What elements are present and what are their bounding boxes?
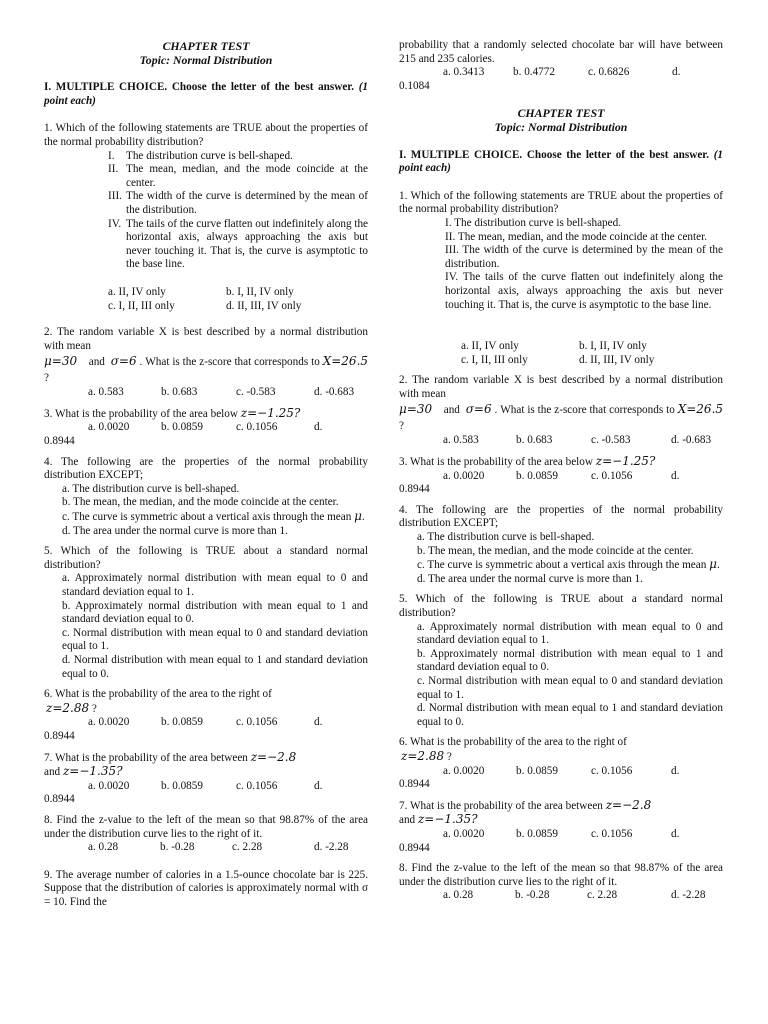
question-8-copy: 8. Find the z-value to the left of the mean so that 98.87% of the area under the distribution curve lies to the right of it. a. 0.28 b. -0.28 c. 2.28 d. -2.28 (399, 862, 723, 902)
question-7: 7. What is the probability of the area between z=−2.8 and z=−1.35? a. 0.0020 b. 0.0859 c. 0.1056 d. 0.8944 (44, 749, 323, 806)
statement-3: III. The width of the curve is determined by the mean of the distribution. (108, 190, 368, 216)
question-5-copy: 5. Which of the following is TRUE about a standard normal distribution? a. Approximately normal distribution with mean equal to 0 and standard deviation equal to 1. b. Approximately normal distribution with mean equal to 1 and standard deviation equal to 0. c. Normal distribution with mean equal to 0 and standard deviation equal to 1. d. Normal distribution with mean equal to 1 and standard deviation equal to 0. (399, 593, 723, 728)
choice-b: b. I, II, IV only (226, 285, 294, 298)
question-9-continued: probability that a randomly selected chocolate bar will have between 215 and 235 calories. a. 0.3413 b. 0.4772 c. 0.6826 d. 0.1084 (399, 39, 723, 92)
question-7-copy: 7. What is the probability of the area between z=−2.8 and z=−1.35? a. 0.0020 b. 0.0859 c. 0.1056 d. 0.8944 (399, 797, 680, 854)
test-title: CHAPTER TEST (162, 39, 250, 53)
question-2-copy: 2. The random variable X is best described by a normal distribution with mean μ=30 and σ=6 . What is the z-score that corresponds to X=26.5 ? a. 0.583 b. 0.683 c. -0.583 d. -0.683 (399, 374, 724, 447)
question-8: 8. Find the z-value to the left of the mean so that 98.87% of the area under the distribution curve lies to the right of it. a. 0.28 b. -0.28 c. 2.28 d. -2.28 (44, 813, 368, 854)
question-4-copy: 4. The following are the properties of the normal probability distribution EXCEPT; a. The distribution curve is bell-shaped. b. The mean, the median, and the mode coincide at the center. c. The curve is symmetric about a vertical axis through the mean μ. d. The area under the normal curve is more than 1. (399, 503, 723, 585)
test-topic-2: Topic: Normal Distribution (494, 119, 628, 134)
question-1: 1. Which of the following statements are TRUE about the properties of the normal probability distribution? I. The distribution curve is bell-shaped. II. The mean, median, and the mode coincide at the center. III. The width of the curve is determined by the mean of the distribution. IV. The tails of the curve flatten out indefinitely along the horizontal axis, always approaching the axis but never touching it. That is, the curve is asymptotic to the base line. a. II, IV only b. I, II, IV only c. I, II, III only d. II, III, IV only (44, 122, 369, 312)
question-3: 3. What is the probability of the area below z=−1.25? a. 0.0020 b. 0.0859 c. 0.1056 d. 0.8944 (44, 405, 323, 448)
question-6-copy: 6. What is the probability of the area to the right of z=2.88 ? a. 0.0020 b. 0.0859 c. 0.1056 d. 0.8944 (399, 736, 680, 791)
statement-1: I. The distribution curve is bell-shaped. (108, 149, 293, 162)
right-column (399, 0, 723, 903)
test-topic: Topic: Normal Distribution (139, 52, 273, 67)
question-9: 9. The average number of calories in a 1.5-ounce chocolate bar is 225. Suppose that the distribution of calories is approximately normal with σ = 10. Find the (44, 868, 368, 908)
left-column (44, 0, 368, 909)
question-2: 2. The random variable X is best described by a normal distribution with mean μ=30 and σ=6 . What is the z-score that corresponds to X=26.5 ? a. 0.583 b. 0.683 c. -0.583 d. -0.683 (44, 326, 369, 399)
section-heading: I. MULTIPLE CHOICE. Choose the letter of the best answer. (1 point each) (44, 81, 369, 107)
section-heading-2: I. MULTIPLE CHOICE. Choose the letter of the best answer. (1 point each) (399, 148, 724, 175)
question-4: 4. The following are the properties of the normal probability distribution EXCEPT; a. The distribution curve is bell-shaped. b. The mean, the median, and the mode coincide at the center. c. The curve is symmetric about a vertical axis through the mean μ. d. The area under the normal curve is more than 1. (44, 455, 368, 537)
statement-4: IV. The tails of the curve flatten out indefinitely along the horizontal axis, always approaching the axis but never touching it. That is, the curve is asymptotic to the base line. (108, 217, 369, 271)
choice-a: a. II, IV only (108, 285, 166, 298)
choice-d: d. II, III, IV only (226, 299, 302, 312)
statement-2: II. The mean, median, and the mode coincide at the center. (108, 163, 368, 189)
question-3-copy: 3. What is the probability of the area below z=−1.25? a. 0.0020 b. 0.0859 c. 0.1056 d. 0.8944 (399, 454, 680, 496)
test-title-2: CHAPTER TEST (517, 106, 605, 121)
question-6: 6. What is the probability of the area to the right of z=2.88 ? a. 0.0020 b. 0.0859 c. 0.1056 d. 0.8944 (44, 688, 323, 742)
question-1-copy: 1. Which of the following statements are TRUE about the properties of the normal probability distribution? I. The distribution curve is bell-shaped. II. The mean, median, and the mode coincide at the center. III. The width of the curve is determined by the mean of the distribution. IV. The tails of the curve flatten out indefinitely along the horizontal axis, always approaching the axis but never touching it. That is, the curve is asymptotic to the base line. a. II, IV only b. I, II, IV only c. I, II, III only d. II, III, IV only (399, 189, 723, 366)
question-5: 5. Which of the following is TRUE about a standard normal distribution? a. Approximately normal distribution with mean equal to 0 and standard deviation equal to 1. b. Approximately normal distribution with mean equal to 1 and standard deviation equal to 0. c. Normal distribution with mean equal to 0 and standard deviation equal to 1. d. Normal distribution with mean equal to 1 and standard deviation equal to 0. (44, 545, 368, 680)
choice-c: c. I, II, III only (108, 299, 175, 312)
